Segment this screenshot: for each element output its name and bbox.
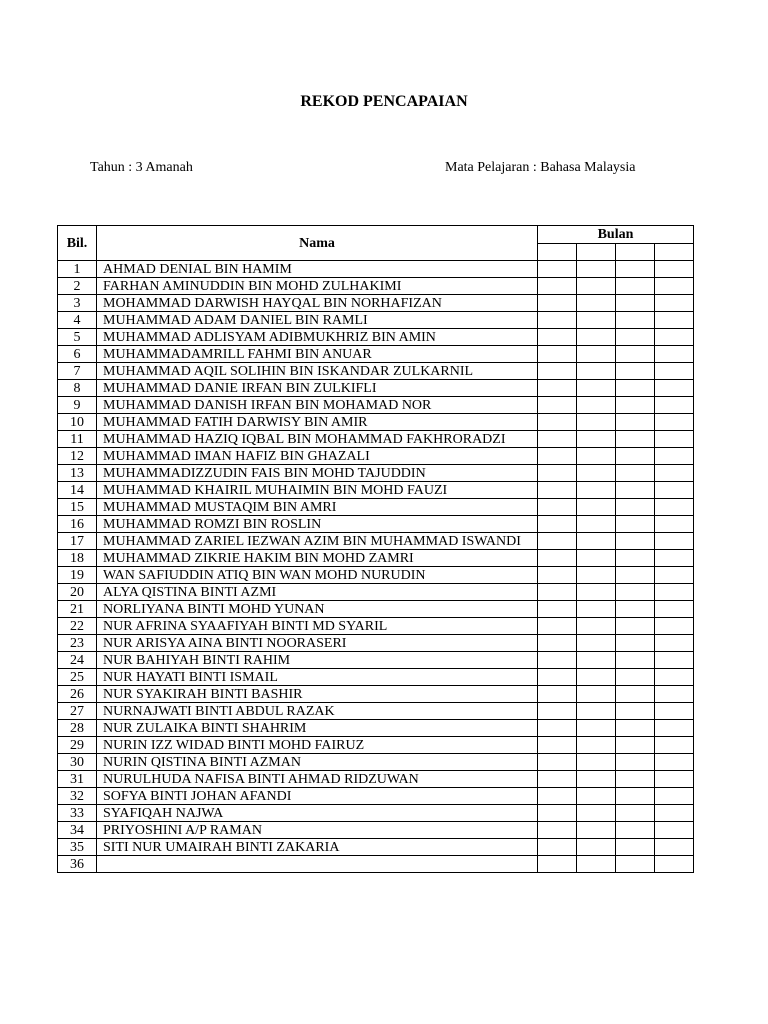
month-cell[interactable] — [538, 839, 577, 856]
student-name: MUHAMMAD FATIH DARWISY BIN AMIR — [97, 414, 538, 431]
table-row — [58, 329, 694, 346]
month-cell[interactable] — [655, 856, 694, 873]
table-row — [58, 499, 694, 516]
month-cell[interactable] — [538, 448, 577, 465]
row-number: 1 — [58, 261, 97, 278]
row-number: 11 — [58, 431, 97, 448]
month-cell[interactable] — [655, 601, 694, 618]
month-cell[interactable] — [577, 244, 616, 261]
table-row — [58, 397, 694, 414]
month-cell[interactable] — [616, 516, 655, 533]
month-cell[interactable] — [538, 669, 577, 686]
month-cell[interactable] — [616, 448, 655, 465]
row-number: 15 — [58, 499, 97, 516]
month-cell[interactable] — [655, 754, 694, 771]
row-number: 3 — [58, 295, 97, 312]
month-cell[interactable] — [655, 788, 694, 805]
row-number: 27 — [58, 703, 97, 720]
month-cell[interactable] — [577, 788, 616, 805]
row-number: 7 — [58, 363, 97, 380]
student-name: WAN SAFIUDDIN ATIQ BIN WAN MOHD NURUDIN — [97, 567, 538, 584]
month-cell[interactable] — [655, 278, 694, 295]
month-cell[interactable] — [616, 737, 655, 754]
month-cell[interactable] — [616, 856, 655, 873]
month-cell[interactable] — [616, 482, 655, 499]
table-row — [58, 618, 694, 635]
month-cell[interactable] — [538, 618, 577, 635]
month-cell[interactable] — [616, 499, 655, 516]
table-row — [58, 584, 694, 601]
table-row — [58, 822, 694, 839]
month-cell[interactable] — [577, 516, 616, 533]
month-cell[interactable] — [616, 567, 655, 584]
student-name: NUR BAHIYAH BINTI RAHIM — [97, 652, 538, 669]
month-cell[interactable] — [538, 312, 577, 329]
month-cell[interactable] — [655, 771, 694, 788]
month-cell[interactable] — [655, 380, 694, 397]
month-cell[interactable] — [577, 737, 616, 754]
table-row — [58, 703, 694, 720]
table-row — [58, 516, 694, 533]
row-number: 34 — [58, 822, 97, 839]
row-number: 5 — [58, 329, 97, 346]
row-number: 13 — [58, 465, 97, 482]
table-row — [58, 533, 694, 550]
header-bil: Bil. — [58, 226, 97, 261]
month-cell[interactable] — [538, 635, 577, 652]
month-cell[interactable] — [538, 652, 577, 669]
month-cell[interactable] — [577, 312, 616, 329]
student-name: MUHAMMAD ZARIEL IEZWAN AZIM BIN MUHAMMAD ISWANDI — [97, 533, 538, 550]
month-cell[interactable] — [616, 363, 655, 380]
row-number: 32 — [58, 788, 97, 805]
month-cell[interactable] — [577, 550, 616, 567]
month-cell[interactable] — [577, 363, 616, 380]
month-cell[interactable] — [577, 431, 616, 448]
student-name: MUHAMMAD KHAIRIL MUHAIMIN BIN MOHD FAUZI — [97, 482, 538, 499]
month-cell[interactable] — [655, 635, 694, 652]
table-row — [58, 737, 694, 754]
month-cell[interactable] — [577, 567, 616, 584]
month-cell[interactable] — [538, 346, 577, 363]
page-title: REKOD PENCAPAIAN — [300, 93, 468, 110]
table-row — [58, 482, 694, 499]
month-cell[interactable] — [616, 669, 655, 686]
table-row — [58, 686, 694, 703]
row-number: 36 — [58, 856, 97, 873]
month-cell[interactable] — [577, 533, 616, 550]
row-number: 16 — [58, 516, 97, 533]
month-cell[interactable] — [577, 346, 616, 363]
month-cell[interactable] — [577, 380, 616, 397]
month-cell[interactable] — [655, 516, 694, 533]
student-name: AHMAD DENIAL BIN HAMIM — [97, 261, 538, 278]
month-cell[interactable] — [577, 652, 616, 669]
month-cell[interactable] — [655, 669, 694, 686]
month-cell[interactable] — [577, 414, 616, 431]
month-cell[interactable] — [616, 652, 655, 669]
month-cell[interactable] — [538, 329, 577, 346]
month-cell[interactable] — [538, 567, 577, 584]
student-name: NURIN IZZ WIDAD BINTI MOHD FAIRUZ — [97, 737, 538, 754]
month-cell[interactable] — [577, 295, 616, 312]
month-cell[interactable] — [538, 805, 577, 822]
month-cell[interactable] — [655, 703, 694, 720]
student-name: SYAFIQAH NAJWA — [97, 805, 538, 822]
student-name: PRIYOSHINI A/P RAMAN — [97, 822, 538, 839]
student-name: MUHAMMAD IMAN HAFIZ BIN GHAZALI — [97, 448, 538, 465]
row-number: 20 — [58, 584, 97, 601]
table-row — [58, 788, 694, 805]
row-number: 10 — [58, 414, 97, 431]
class-label: Tahun : 3 Amanah — [90, 160, 193, 175]
month-cell[interactable] — [577, 822, 616, 839]
table-row — [58, 635, 694, 652]
table-row — [58, 261, 694, 278]
month-cell[interactable] — [655, 414, 694, 431]
month-cell[interactable] — [655, 397, 694, 414]
month-cell[interactable] — [655, 499, 694, 516]
student-name: SOFYA BINTI JOHAN AFANDI — [97, 788, 538, 805]
student-name: SITI NUR UMAIRAH BINTI ZAKARIA — [97, 839, 538, 856]
table-row — [58, 295, 694, 312]
month-cell[interactable] — [616, 720, 655, 737]
month-cell[interactable] — [616, 465, 655, 482]
student-name: FARHAN AMINUDDIN BIN MOHD ZULHAKIMI — [97, 278, 538, 295]
student-name: MUHAMMAD DANISH IRFAN BIN MOHAMAD NOR — [97, 397, 538, 414]
month-cell[interactable] — [616, 805, 655, 822]
month-cell[interactable] — [577, 635, 616, 652]
month-cell[interactable] — [577, 329, 616, 346]
month-cell[interactable] — [577, 397, 616, 414]
month-cell[interactable] — [577, 856, 616, 873]
student-name: MUHAMMAD ZIKRIE HAKIM BIN MOHD ZAMRI — [97, 550, 538, 567]
row-number: 12 — [58, 448, 97, 465]
row-number: 28 — [58, 720, 97, 737]
month-cell[interactable] — [538, 482, 577, 499]
month-cell[interactable] — [616, 618, 655, 635]
month-cell[interactable] — [616, 295, 655, 312]
row-number: 19 — [58, 567, 97, 584]
table-row — [58, 448, 694, 465]
table-row — [58, 363, 694, 380]
student-name: NUR HAYATI BINTI ISMAIL — [97, 669, 538, 686]
month-cell[interactable] — [538, 295, 577, 312]
month-cell[interactable] — [577, 278, 616, 295]
month-cell[interactable] — [655, 431, 694, 448]
student-name: MUHAMMAD ADLISYAM ADIBMUKHRIZ BIN AMIN — [97, 329, 538, 346]
month-cell[interactable] — [655, 584, 694, 601]
row-number: 31 — [58, 771, 97, 788]
month-cell[interactable] — [655, 244, 694, 261]
month-cell[interactable] — [577, 686, 616, 703]
month-cell[interactable] — [538, 278, 577, 295]
month-cell[interactable] — [616, 635, 655, 652]
month-cell[interactable] — [655, 465, 694, 482]
row-number: 25 — [58, 669, 97, 686]
student-name: NURIN QISTINA BINTI AZMAN — [97, 754, 538, 771]
month-cell[interactable] — [538, 856, 577, 873]
student-name: NUR ARISYA AINA BINTI NOORASERI — [97, 635, 538, 652]
student-name: MUHAMMAD AQIL SOLIHIN BIN ISKANDAR ZULKARNIL — [97, 363, 538, 380]
month-cell[interactable] — [616, 771, 655, 788]
month-cell[interactable] — [655, 720, 694, 737]
month-cell[interactable] — [577, 618, 616, 635]
month-cell[interactable] — [538, 754, 577, 771]
row-number: 2 — [58, 278, 97, 295]
month-cell[interactable] — [655, 805, 694, 822]
student-name: NURNAJWATI BINTI ABDUL RAZAK — [97, 703, 538, 720]
month-cell[interactable] — [655, 550, 694, 567]
student-name: NUR SYAKIRAH BINTI BASHIR — [97, 686, 538, 703]
month-cell[interactable] — [655, 618, 694, 635]
student-name: MUHAMMADIZZUDIN FAIS BIN MOHD TAJUDDIN — [97, 465, 538, 482]
month-cell[interactable] — [538, 465, 577, 482]
row-number: 9 — [58, 397, 97, 414]
month-cell[interactable] — [577, 261, 616, 278]
month-cell[interactable] — [538, 261, 577, 278]
month-cell[interactable] — [577, 482, 616, 499]
month-cell[interactable] — [577, 771, 616, 788]
month-cell[interactable] — [616, 584, 655, 601]
month-cell[interactable] — [616, 533, 655, 550]
month-cell[interactable] — [538, 516, 577, 533]
row-number: 21 — [58, 601, 97, 618]
month-cell[interactable] — [616, 754, 655, 771]
table-row — [58, 465, 694, 482]
month-cell[interactable] — [655, 839, 694, 856]
row-number: 18 — [58, 550, 97, 567]
month-cell[interactable] — [538, 703, 577, 720]
table-row — [58, 550, 694, 567]
table-row — [58, 567, 694, 584]
row-number: 17 — [58, 533, 97, 550]
month-cell[interactable] — [655, 329, 694, 346]
month-cell[interactable] — [616, 686, 655, 703]
month-cell[interactable] — [538, 737, 577, 754]
month-cell[interactable] — [655, 448, 694, 465]
table-row — [58, 669, 694, 686]
month-cell[interactable] — [577, 448, 616, 465]
month-cell[interactable] — [616, 788, 655, 805]
month-cell[interactable] — [655, 533, 694, 550]
month-cell[interactable] — [616, 244, 655, 261]
month-cell[interactable] — [655, 346, 694, 363]
month-cell[interactable] — [538, 788, 577, 805]
month-cell[interactable] — [577, 669, 616, 686]
row-number: 6 — [58, 346, 97, 363]
month-cell[interactable] — [655, 822, 694, 839]
row-number: 8 — [58, 380, 97, 397]
month-cell[interactable] — [538, 244, 577, 261]
student-name: MUHAMMAD ROMZI BIN ROSLIN — [97, 516, 538, 533]
row-number: 26 — [58, 686, 97, 703]
month-cell[interactable] — [538, 363, 577, 380]
month-cell[interactable] — [616, 329, 655, 346]
month-cell[interactable] — [616, 261, 655, 278]
row-number: 30 — [58, 754, 97, 771]
month-cell[interactable] — [538, 380, 577, 397]
table-row — [58, 771, 694, 788]
month-cell[interactable] — [616, 414, 655, 431]
month-cell[interactable] — [616, 312, 655, 329]
table-row — [58, 346, 694, 363]
student-name: NURULHUDA NAFISA BINTI AHMAD RIDZUWAN — [97, 771, 538, 788]
month-cell[interactable] — [538, 499, 577, 516]
month-cell[interactable] — [538, 431, 577, 448]
month-cell[interactable] — [616, 431, 655, 448]
month-cell[interactable] — [655, 295, 694, 312]
student-name: ALYA QISTINA BINTI AZMI — [97, 584, 538, 601]
month-cell[interactable] — [538, 822, 577, 839]
month-cell[interactable] — [655, 686, 694, 703]
row-number: 35 — [58, 839, 97, 856]
month-cell[interactable] — [577, 720, 616, 737]
month-cell[interactable] — [577, 703, 616, 720]
month-cell[interactable] — [616, 703, 655, 720]
table-row — [58, 278, 694, 295]
student-name — [97, 856, 538, 873]
student-name: NUR ZULAIKA BINTI SHAHRIM — [97, 720, 538, 737]
student-name: MUHAMMADAMRILL FAHMI BIN ANUAR — [97, 346, 538, 363]
month-cell[interactable] — [616, 601, 655, 618]
table-row — [58, 856, 694, 873]
header-bulan: Bulan — [538, 226, 694, 244]
month-cell[interactable] — [577, 465, 616, 482]
subject-label: Mata Pelajaran : Bahasa Malaysia — [445, 160, 636, 175]
month-cell[interactable] — [616, 278, 655, 295]
table-row — [58, 601, 694, 618]
month-cell[interactable] — [538, 686, 577, 703]
header-nama: Nama — [97, 226, 538, 261]
month-cell[interactable] — [538, 771, 577, 788]
month-cell[interactable] — [616, 550, 655, 567]
table-row — [58, 380, 694, 397]
month-cell[interactable] — [655, 567, 694, 584]
month-cell[interactable] — [577, 805, 616, 822]
table-row — [58, 652, 694, 669]
student-name: MUHAMMAD HAZIQ IQBAL BIN MOHAMMAD FAKHRORADZI — [97, 431, 538, 448]
month-cell[interactable] — [538, 550, 577, 567]
table-row — [58, 839, 694, 856]
achievement-table — [57, 225, 694, 873]
student-name: NORLIYANA BINTI MOHD YUNAN — [97, 601, 538, 618]
table-row — [58, 754, 694, 771]
month-cell[interactable] — [577, 839, 616, 856]
month-cell[interactable] — [616, 346, 655, 363]
month-cell[interactable] — [616, 822, 655, 839]
student-name: MUHAMMAD DANIE IRFAN BIN ZULKIFLI — [97, 380, 538, 397]
month-cell[interactable] — [577, 601, 616, 618]
month-cell[interactable] — [616, 397, 655, 414]
month-cell[interactable] — [538, 397, 577, 414]
row-number: 14 — [58, 482, 97, 499]
month-cell[interactable] — [616, 380, 655, 397]
row-number: 29 — [58, 737, 97, 754]
month-cell[interactable] — [577, 584, 616, 601]
month-cell[interactable] — [655, 261, 694, 278]
month-cell[interactable] — [538, 414, 577, 431]
month-cell[interactable] — [538, 533, 577, 550]
row-number: 24 — [58, 652, 97, 669]
student-name: MUHAMMAD ADAM DANIEL BIN RAMLI — [97, 312, 538, 329]
month-cell[interactable] — [655, 652, 694, 669]
table-row — [58, 805, 694, 822]
student-name: NUR AFRINA SYAAFIYAH BINTI MD SYARIL — [97, 618, 538, 635]
table-row — [58, 312, 694, 329]
month-cell[interactable] — [655, 482, 694, 499]
row-number: 33 — [58, 805, 97, 822]
month-cell[interactable] — [538, 601, 577, 618]
student-name: MUHAMMAD MUSTAQIM BIN AMRI — [97, 499, 538, 516]
student-name: MOHAMMAD DARWISH HAYQAL BIN NORHAFIZAN — [97, 295, 538, 312]
month-cell[interactable] — [538, 584, 577, 601]
row-number: 4 — [58, 312, 97, 329]
table-row — [58, 414, 694, 431]
row-number: 23 — [58, 635, 97, 652]
month-cell[interactable] — [616, 839, 655, 856]
month-cell[interactable] — [655, 363, 694, 380]
table-row — [58, 431, 694, 448]
month-cell[interactable] — [655, 312, 694, 329]
row-number: 22 — [58, 618, 97, 635]
table-row — [58, 720, 694, 737]
month-cell[interactable] — [577, 754, 616, 771]
month-cell[interactable] — [655, 737, 694, 754]
month-cell[interactable] — [538, 720, 577, 737]
month-cell[interactable] — [577, 499, 616, 516]
